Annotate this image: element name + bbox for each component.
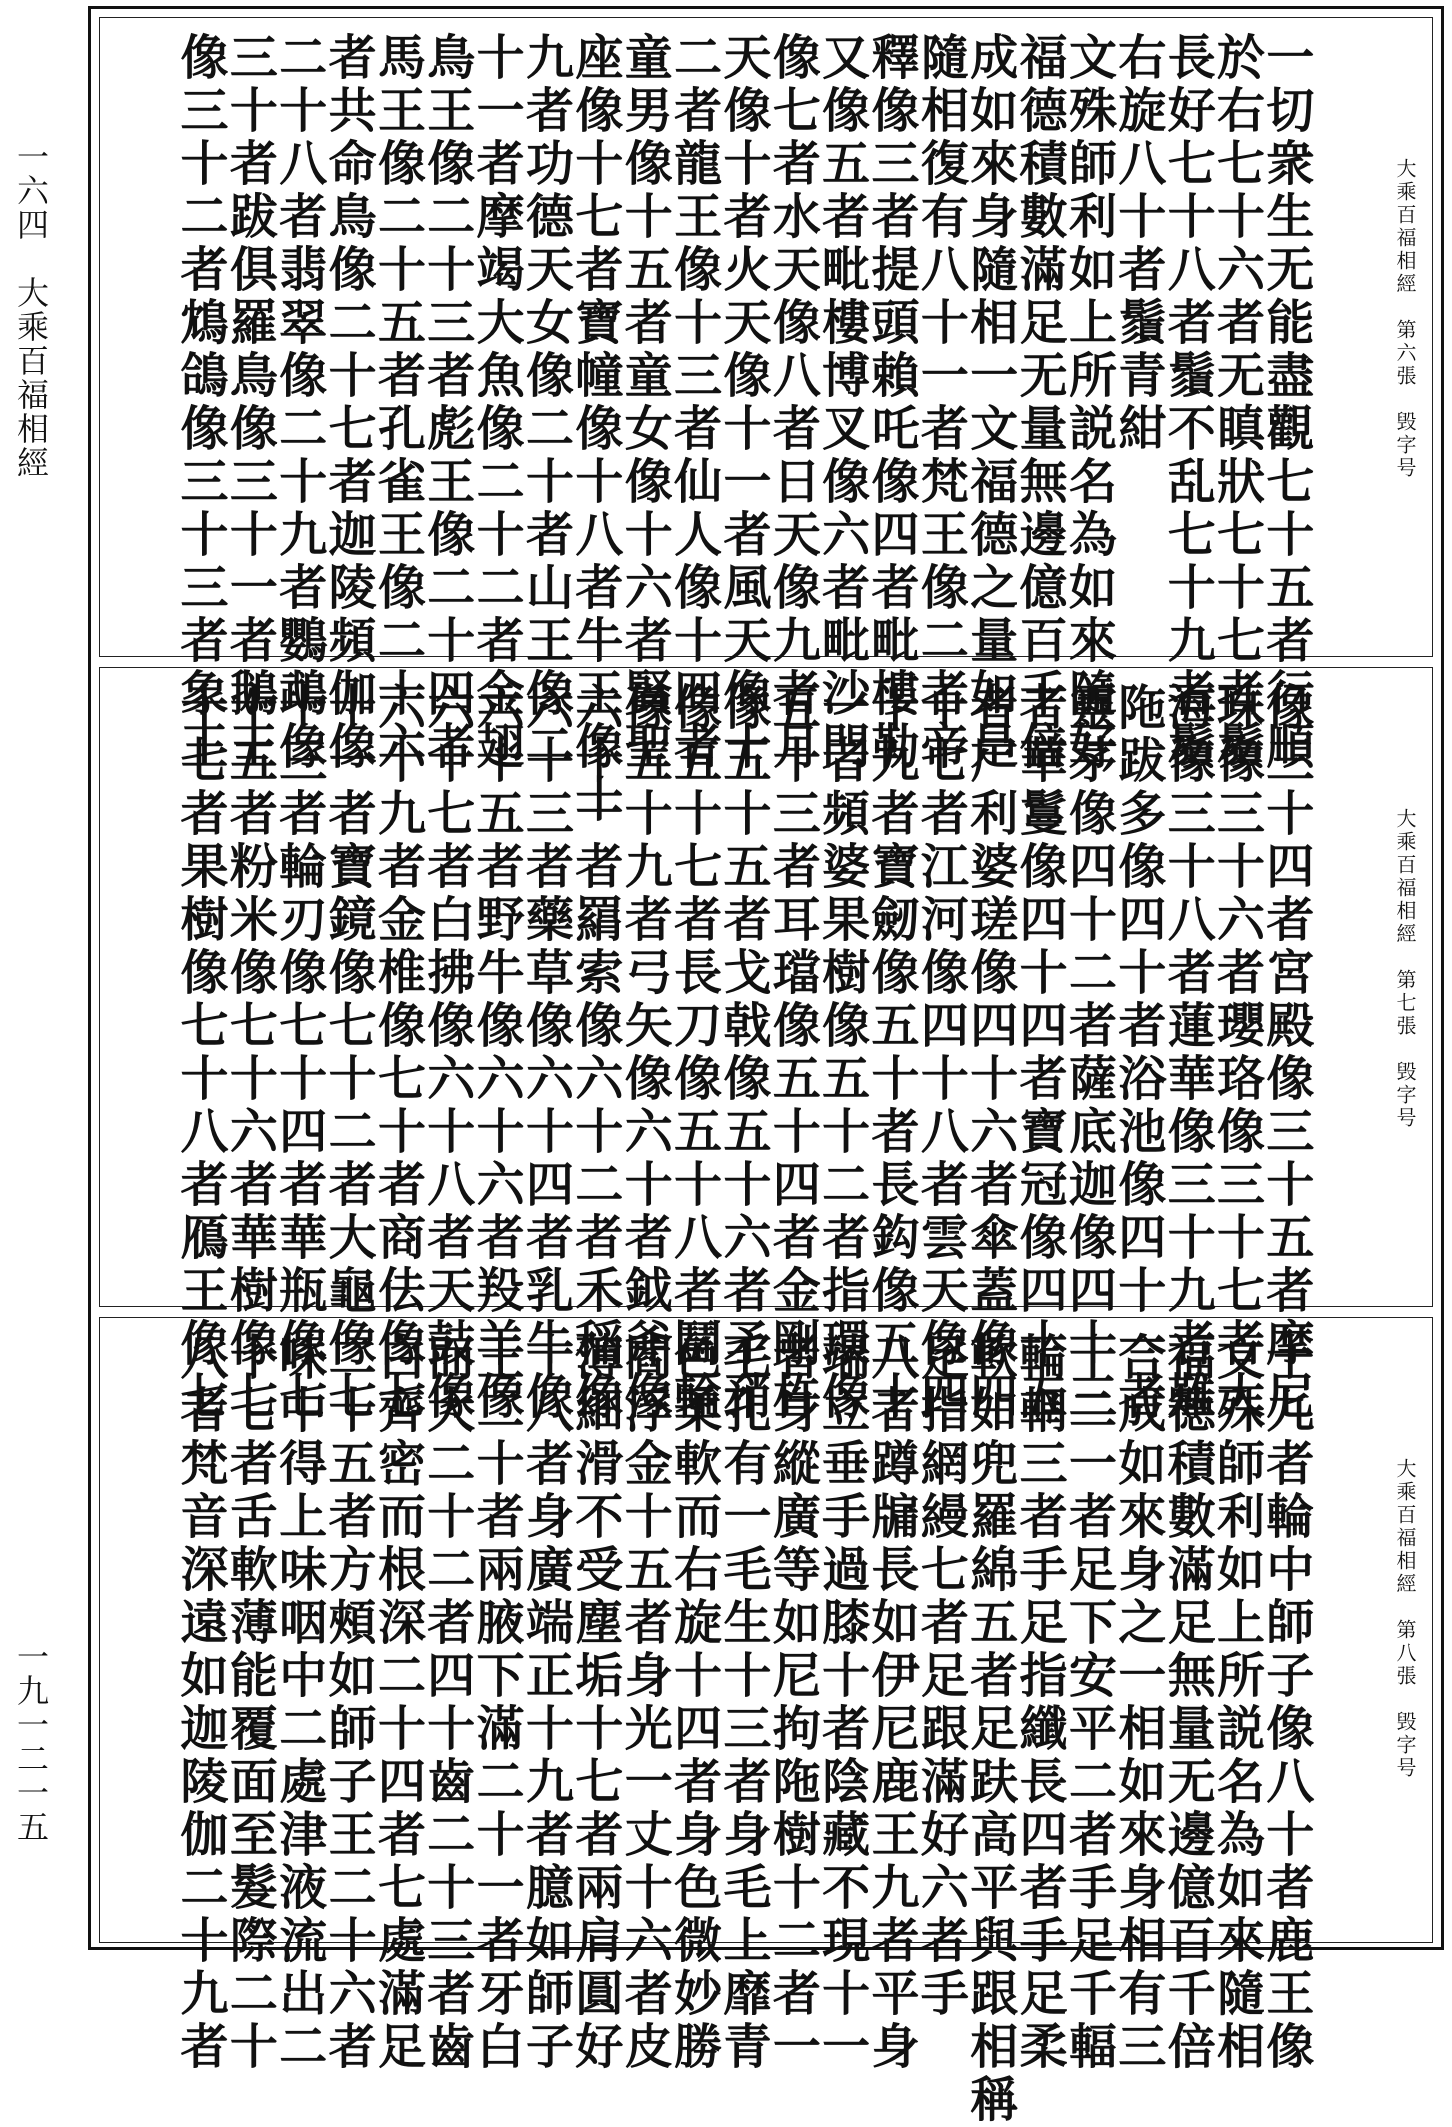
text-column: 八者梵音深遠如迦陵伽二十九者 (172, 1332, 228, 2074)
text-column: 十九者輪中師子像八十者鹿王像 (1257, 1332, 1314, 2074)
margin-note-3: 大乘百福相經 第八張 毁字号 (1393, 1458, 1417, 1780)
text-column: 像五十五者戈戟像五十六者矛矟 (714, 682, 771, 1424)
text-column: 靈茅像四十二者薩底迦像四十三 (1060, 682, 1117, 1424)
text-column: 海像三十八者蓮華像三十九者難 (1159, 682, 1216, 1424)
text-column: 而大二十二者四十齒二十三者齒 (418, 1332, 475, 2074)
text-column: 閻浮金十五者身光一丈十六者皮 (616, 1332, 673, 2074)
text-column: 十七者果樹像七十八者鴈王像七 (172, 682, 228, 1424)
text-column: 王二十者兩腋下滿二十一者牙白 (468, 1332, 525, 2074)
text-column: 天像十者火天像十一者風天像十 (714, 32, 771, 774)
page-number: 一九一二一五 (12, 1640, 50, 1844)
side-title: 一六四 大乘百福相經 (12, 140, 50, 480)
text-column: 二者龍王像十三者仙人像十四者 (665, 32, 722, 774)
text-column: 六十九者金椎像七十者商佉像七 (369, 682, 426, 1424)
text-column: 二十八者翡翠像二十九者鸚鵡像 (270, 32, 327, 774)
text-column: 文殊師利如上所説名為如來隨好 (1060, 32, 1117, 774)
text-column: 六十七者白拂像六十八者天鼓像 (418, 682, 475, 1424)
text-column: 薄細滑不受塵垢十七者兩肩圓好 (566, 1332, 623, 2074)
text-column: 五十三者耳璫像五十四者金剛杵 (764, 682, 821, 1424)
margin-note-2: 大乘百福相經 第七張 毁字号 (1393, 808, 1417, 1130)
text-column: 成如來身隨相一文福德之量如是 (961, 32, 1018, 774)
margin-note-1: 大乘百福相經 第六張 毁字号 (1393, 158, 1417, 480)
text-columns-1 (172, 32, 1314, 827)
text-column: 鳥王像二十三者彪王像二十四者 (418, 32, 475, 774)
text-column: 右旋八十者鬚青紺 (1109, 32, 1166, 456)
text-column: 像五十九者弓矢像六十者鉞斧像 (616, 682, 673, 1424)
text-column: 十一者寶鏡像七十二者大龜像七 (320, 682, 377, 1424)
text-column: 八者蹲牖長如伊尼鹿王九者平身 (863, 1332, 920, 2074)
text-column: 九者功德天女像二十者山王像二 (517, 32, 574, 774)
text-column: 釋像三者提頭賴吒像四者毗樓勒 (863, 32, 920, 774)
text-column: 十五者粉米像七十六者華樹像七 (221, 682, 278, 1424)
text-column: 軟如兜羅綿五者足趺高平與跟相稱 (961, 1332, 1018, 2127)
text-column: 座像十七者寶幢像十八者牛王像十 (566, 32, 623, 827)
text-column: 毛孔有一毛生十三者身毛上靡青 (714, 1332, 771, 2074)
text-column: 隨相復有八十一者梵王像二者帝 (912, 32, 969, 774)
text-column: 福德積數滿足无量無邊億百千倍 (1011, 32, 1068, 774)
sutra-page (88, 6, 1444, 2127)
text-column: 一切衆生无能盡觀七十五者行順 (1257, 32, 1314, 774)
text-column: 十九者寶劒像五十者長鈎像五十 (863, 682, 920, 1424)
text-column: 六十五者野牛像六十六者羖羊像 (468, 682, 525, 1424)
text-frame-2 (99, 667, 1433, 1424)
text-column: 三十者跋俱羅鳥像三十一者鵝王 (221, 32, 278, 774)
text-column: 白齊密而根深二十四者七處滿足 (369, 1332, 426, 2074)
text-column: 十二一者足下安平二者手足千輻 (1060, 1332, 1117, 2074)
text-column: 像五十七者長刀像五十八者鬪輪 (665, 682, 722, 1424)
text-column: 又像五者毗樓博叉像六者毗沙門 (813, 32, 870, 774)
text-column: 像三十四者宮殿像三十五者摩尼 (1257, 682, 1314, 1424)
text-column: 六十三者藥草像六十四者乳牛像 (517, 682, 574, 1424)
text-column: 文殊師利如上所説名為如來隨相 (1208, 1332, 1265, 2074)
text-column: 味中得上味咽中二處津液流出二 (270, 1332, 327, 2074)
text-column: 於右七十六者无瞋狀七十七者鬚 (1208, 32, 1265, 774)
text-column: 十七者舌軟薄能覆面至髮際二十 (221, 1332, 278, 2074)
text-column: 二十五者方頰如師子王二十六者 (320, 1332, 377, 2074)
text-column: 十三者輪刃像七十四者華瓶像七 (270, 682, 327, 1424)
text-column: 一者頻婆果樹像五十二者指環像 (813, 682, 870, 1424)
text-column: 色柔軟而右旋十四者身色微妙勝 (665, 1332, 722, 2074)
text-column: 長好七十八者鬚不乱七十九者鬚 (1159, 32, 1216, 774)
text-column: 十一者摩竭大魚像二十二者金翅 (468, 32, 525, 774)
text-column: 者尸利婆瑳像四十六者傘蓋像四 (961, 682, 1018, 1424)
text-column: 珠像三十六者瓔珞像三十七者大 (1208, 682, 1265, 1424)
text-column: 者共命鳥像二十七者迦陵頻伽像 (320, 32, 377, 774)
text-column: 童男像十五者童女像十六者賢聖 (616, 32, 673, 774)
text-frame-3 (99, 1317, 1433, 2127)
text-columns-2 (172, 682, 1314, 1424)
text-column: 十七者江河像四十八者雲天像四 (912, 682, 969, 1424)
text-column: 足指網縵七者足跟滿好六者手 (912, 1332, 969, 2021)
text-column: 合成如來身之一相如來身相有三 (1109, 1332, 1166, 2074)
text-column: 福德積數滿足無量无邊億百千倍 (1159, 1332, 1216, 2074)
text-column: 者身縱廣等如尼拘陁樹十二者一 (764, 1332, 821, 2074)
text-column: 像三十二者鴆鴿像三十三者象王 (172, 32, 228, 774)
text-column: 陁跋多像四十者浴池像四十一者 (1109, 682, 1166, 1424)
text-column: 馬王像二十五者孔雀王像二十六 (369, 32, 426, 774)
text-column: 者華鬘像四十四者寶冠像四十五 (1011, 682, 1068, 1424)
text-column: 六十一者羂索像六十二者禾稻像 (566, 682, 623, 1424)
text-column: 像七者水天像八者日天像九者月 (764, 32, 821, 774)
text-columns-3 (172, 1332, 1314, 2127)
text-column: 端立垂手過膝十者陰藏不現十一 (813, 1332, 870, 2074)
text-column: 十八者身廣端正十九者臆如師子 (517, 1332, 574, 2074)
text-frame-1 (99, 17, 1433, 827)
text-column: 輪輞三者手足指纖長四者手足柔 (1011, 1332, 1068, 2074)
